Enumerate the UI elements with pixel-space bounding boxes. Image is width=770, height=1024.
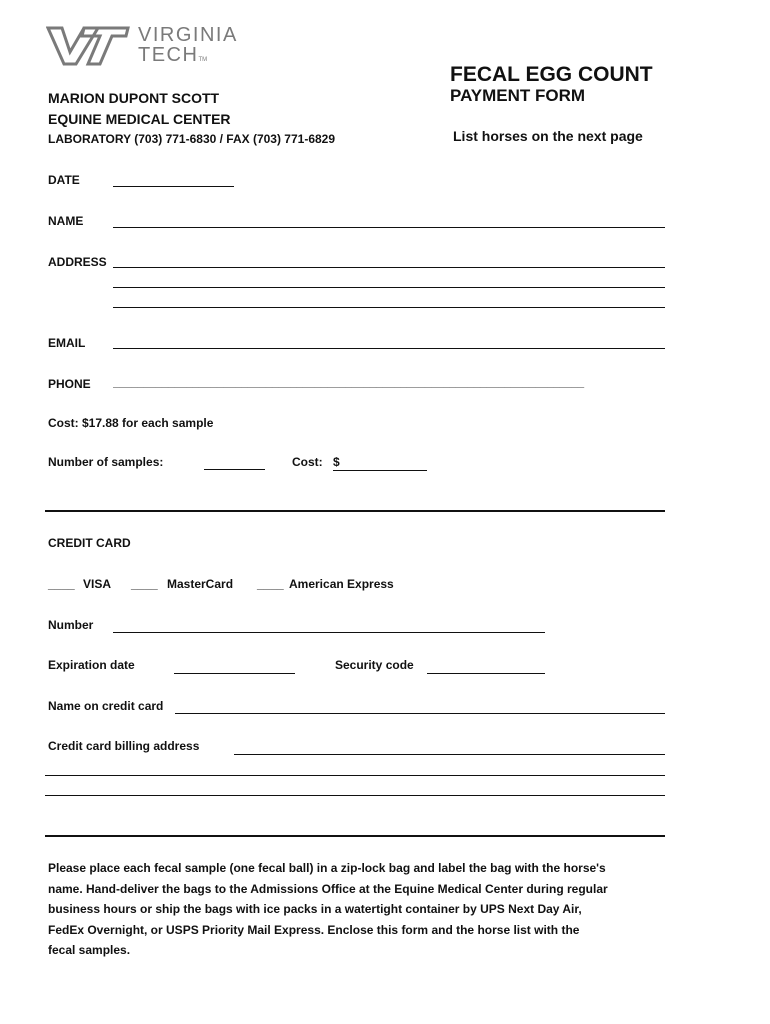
logo-line1: VIRGINIA (138, 24, 238, 46)
email-label: EMAIL (48, 336, 86, 350)
visa-label: VISA (83, 577, 112, 591)
logo-trademark: TM (198, 57, 208, 63)
amex-checkbox[interactable]: ____ (257, 577, 284, 591)
card-number-field[interactable] (113, 632, 545, 633)
virginia-tech-logo (46, 26, 266, 71)
vt-monogram-icon (46, 26, 130, 66)
billing-address-field-line1[interactable] (234, 754, 665, 755)
bottom-divider (45, 835, 665, 837)
form-title-line1: FECAL EGG COUNT (450, 63, 653, 86)
name-field[interactable] (113, 227, 665, 228)
logo-line2-text: TECH (138, 44, 199, 66)
phone-field[interactable]: _____________________________________________________________________________ (113, 377, 585, 389)
date-label: DATE (48, 173, 80, 187)
email-field[interactable] (113, 348, 665, 349)
org-name-line1: MARION DUPONT SCOTT (48, 90, 220, 106)
num-samples-field[interactable] (204, 469, 265, 470)
name-label: NAME (48, 214, 84, 228)
form-title-line2: PAYMENT FORM (450, 86, 586, 105)
cost-label: Cost: (292, 455, 323, 469)
expiration-field[interactable] (174, 673, 295, 674)
address-label: ADDRESS (48, 255, 107, 269)
instructions-line: Please place each fecal sample (one fecal ball) in a zip-lock bag and label the bag with the horse's (48, 861, 606, 875)
phone-label: PHONE (48, 377, 91, 391)
instructions-line: business hours or ship the bags with ice packs in a watertight container by UPS Next Day Air, (48, 902, 582, 916)
cost-per-sample: Cost: $17.88 for each sample (48, 416, 214, 430)
contact-line: LABORATORY (703) 771-6830 / FAX (703) 771-6829 (48, 132, 336, 146)
security-code-field[interactable] (427, 673, 545, 674)
address-field-line3[interactable] (113, 307, 665, 308)
card-number-label: Number (48, 618, 94, 632)
instructions-line: FedEx Overnight, or USPS Priority Mail Express. Enclose this form and the horse list with the (48, 922, 580, 937)
billing-address-field-line2[interactable] (45, 775, 665, 776)
address-field-line1[interactable] (113, 267, 665, 268)
mastercard-label: MasterCard (167, 577, 234, 591)
expiration-label: Expiration date (48, 658, 135, 672)
org-name-line2: EQUINE MEDICAL CENTER (48, 111, 231, 127)
cost-field[interactable] (333, 470, 427, 471)
billing-address-field-line3[interactable] (45, 795, 665, 796)
name-on-card-label: Name on credit card (48, 699, 164, 713)
name-on-card-field[interactable] (175, 713, 665, 714)
security-code-label: Security code (335, 658, 414, 672)
num-samples-label: Number of samples: (48, 455, 164, 469)
logo-line2 (138, 46, 207, 70)
credit-card-heading: CREDIT CARD (48, 536, 131, 550)
date-field[interactable] (113, 186, 234, 187)
instructions-line: name. Hand-deliver the bags to the Admissions Office at the Equine Medical Center during regular (48, 881, 608, 896)
instructions-line: fecal samples. (48, 943, 131, 957)
amex-label: American Express (289, 577, 394, 591)
instructions-paragraph (48, 858, 698, 961)
section-divider (45, 510, 665, 512)
address-field-line2[interactable] (113, 287, 665, 288)
billing-address-label: Credit card billing address (48, 739, 200, 753)
mastercard-checkbox[interactable]: ____ (131, 577, 158, 591)
horse-list-note: List horses on the next page (453, 128, 643, 144)
cost-dollar-sign: $ (333, 455, 340, 469)
visa-checkbox[interactable]: ____ (48, 577, 75, 591)
